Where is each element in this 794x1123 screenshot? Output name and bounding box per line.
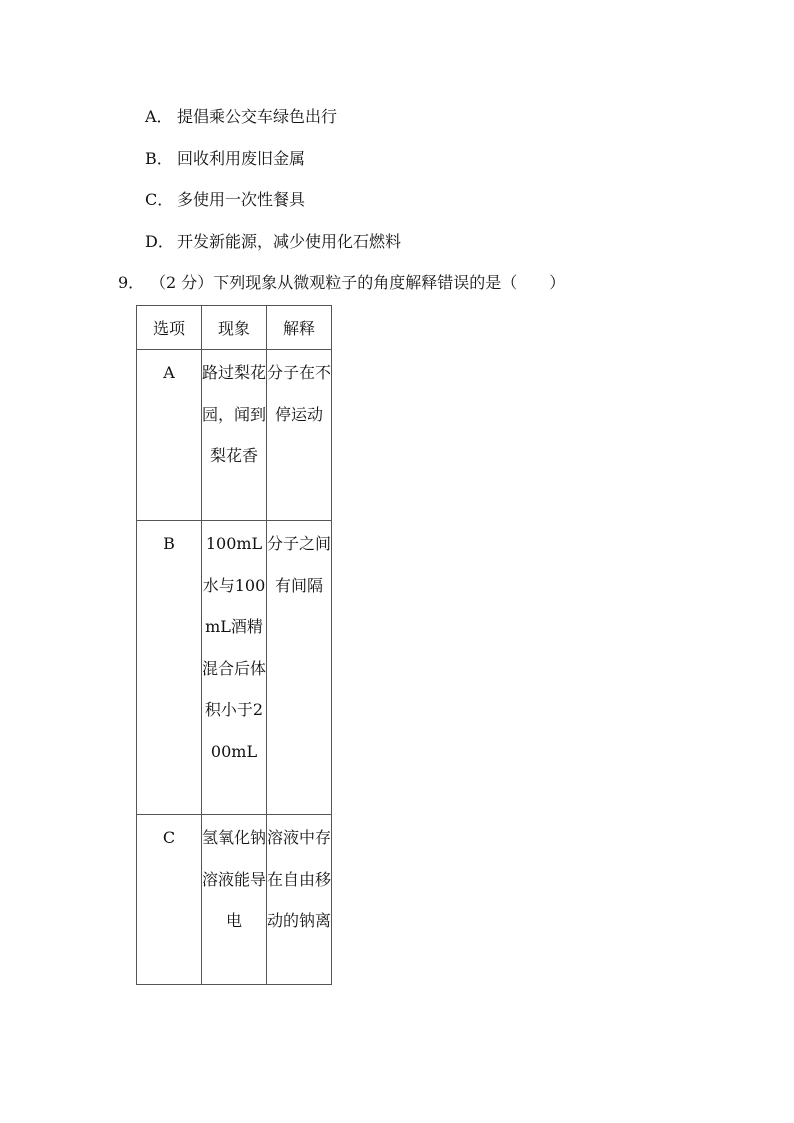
- option-c: [145, 189, 305, 211]
- option-letter: C．: [145, 190, 174, 209]
- row-explanation-cell: [267, 521, 332, 815]
- row-phenomenon-cell: [202, 350, 267, 521]
- option-text: 开发新能源，减少使用化石燃料: [177, 232, 402, 251]
- row-explanation: 溶液中存在自由移动的钠离: [267, 828, 332, 931]
- row-phenomenon: 氢氧化钠溶液能导电: [202, 828, 267, 931]
- row-explanation-cell: [267, 815, 332, 985]
- row-explanation: 分子在不停运动: [267, 363, 332, 424]
- question-text: （2 分）下列现象从微观粒子的角度解释错误的是（ ）: [150, 273, 566, 292]
- row-phenomenon-cell: [202, 521, 267, 815]
- table-row: [137, 350, 332, 521]
- row-explanation: 分子之间有间隔: [267, 534, 332, 595]
- row-option-cell: [137, 350, 202, 521]
- row-option: A: [163, 363, 175, 382]
- row-explanation-cell: [267, 350, 332, 521]
- option-b: [145, 148, 305, 170]
- option-letter: B．: [145, 149, 173, 168]
- header-option: 选项: [137, 306, 202, 350]
- row-phenomenon: 100mL水与100mL酒精混合后体积小于200mL: [202, 534, 267, 761]
- option-a: [145, 106, 337, 128]
- question-9: [118, 272, 565, 294]
- explanation-table: [136, 305, 332, 985]
- option-letter: A．: [145, 107, 173, 126]
- row-option-cell: [137, 521, 202, 815]
- header-phenomenon: 现象: [202, 306, 267, 350]
- header-explanation: 解释: [267, 306, 332, 350]
- option-text: 多使用一次性餐具: [177, 190, 306, 209]
- option-letter: D．: [145, 232, 174, 251]
- option-text: 回收利用废旧金属: [177, 149, 306, 168]
- table-header-row: [137, 306, 332, 350]
- question-number: 9．: [118, 273, 145, 292]
- option-text: 提倡乘公交车绿色出行: [177, 107, 338, 126]
- option-d: [145, 231, 401, 253]
- table-row: [137, 815, 332, 985]
- row-phenomenon: 路过梨花园，闻到梨花香: [202, 363, 267, 466]
- table-row: [137, 521, 332, 815]
- row-option-cell: [137, 815, 202, 985]
- row-phenomenon-cell: [202, 815, 267, 985]
- row-option: B: [163, 534, 175, 553]
- row-option: C: [162, 828, 176, 847]
